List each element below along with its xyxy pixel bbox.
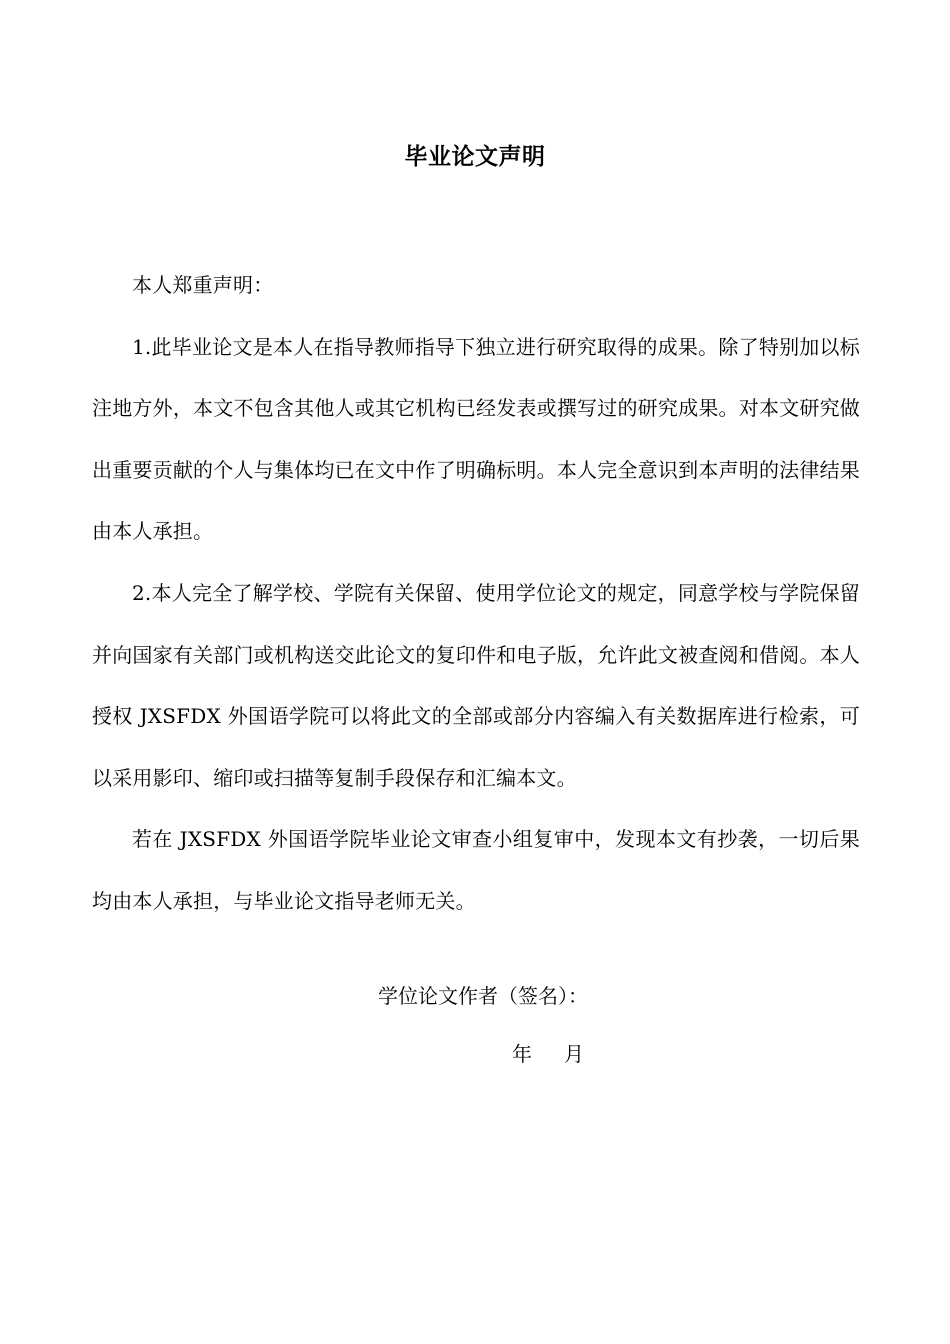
date-line [512,1036,584,1072]
declaration-intro: 本人郑重声明： [132,273,274,297]
declaration-clause-3: 若在 JXSFDX 外国语学院毕业论文审查小组复审中，发现本文有抄袭，一切后果均由本人承担，与毕业论文指导老师无关。 [92,827,860,913]
declaration-clause-2: 2.本人完全了解学校、学院有关保留、使用学位论文的规定，同意学校与学院保留并向国家有关部门或机构送交此论文的复印件和电子版，允许此文被查阅和借阅。本人授权 JXSFDX 外国语学院可以将此文的全部或部分内容编入有关数据库进行检索，可以采用影印、缩印或扫描等复制手段保存和汇编本文。 [92,580,860,790]
declaration-clause-1: 1.此毕业论文是本人在指导教师指导下独立进行研究取得的成果。除了特别加以标注地方外，本文不包含其他人或其它机构已经发表或撰写过的研究成果。对本文研究做出重要贡献的个人与集体均已在文中作了明确标明。本人完全意识到本声明的法律结果由本人承担。 [92,334,860,544]
date-year-label: 年 [512,1042,532,1066]
date-month-label: 月 [564,1042,584,1066]
declaration-body [92,255,860,933]
page-title: 毕业论文声明 [404,144,546,170]
signature-label: 学位论文作者（签名）： [378,984,588,1008]
